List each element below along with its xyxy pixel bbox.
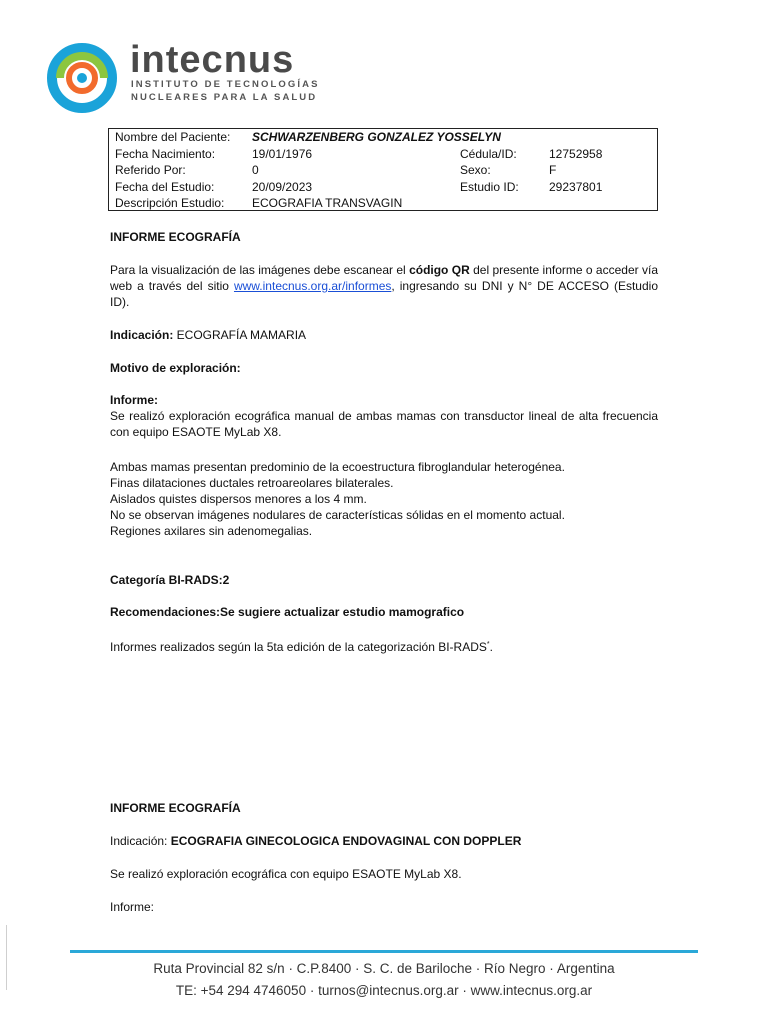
id-label: Cédula/ID: [460, 146, 517, 161]
finding-4: No se observan imágenes nodulares de características sólidas en el momento actual. [110, 508, 565, 522]
study-id-value: 29237801 [549, 179, 603, 194]
qr-text-2: del presente informe o acceder vía web a través del sitio [110, 263, 658, 293]
birth-label: Fecha Nacimiento: [115, 146, 216, 161]
intecnus-logo-icon [46, 42, 118, 114]
footer-address: Ruta Provincial 82 s/n · C.P.8400 · S. C. de Bariloche · Río Negro · Argentina [153, 961, 615, 976]
qr-code-label: código QR [409, 263, 470, 277]
note-asterisk: * [486, 641, 490, 648]
qr-text-1: Para la visualización de las imágenes debe escanear el [110, 263, 410, 277]
patient-info-table [108, 128, 658, 211]
finding-5: Regiones axilares sin adenomegalias. [110, 524, 313, 538]
description-label: Descripción Estudio: [115, 196, 225, 210]
study-date-label: Fecha del Estudio: [115, 179, 215, 194]
note-text: Informes realizados según la 5ta edición de la categorización BI-RADS [110, 640, 487, 654]
finding-3: Aislados quistes dispersos menores a los 4 mm. [110, 492, 367, 506]
informe-paragraph: Se realizó exploración ecográfica manual de ambas mamas con transductor lineal de alta frecuencia con equipo ESAOTE MyLab X8. [110, 409, 658, 439]
indication-value: ECOGRAFÍA MAMARIA [173, 328, 307, 342]
study-date-row [109, 179, 657, 196]
indication-value-2: ECOGRAFIA GINECOLOGICA ENDOVAGINAL CON DOPPLER [170, 834, 522, 848]
referred-value: 0 [252, 163, 259, 177]
footer-contact: TE: +54 294 4746050 · turnos@intecnus.org.ar · www.intecnus.org.ar [175, 983, 593, 998]
brand-line-1: INSTITUTO DE TECNOLOGÍAS [131, 79, 320, 90]
indication [110, 327, 658, 343]
motive-label: Motivo de exploración: [110, 361, 241, 375]
description-row [109, 195, 657, 212]
indication-2 [110, 833, 658, 849]
qr-text-3: , ingresando su DNI y N° DE ACCESO (Estudio ID). [110, 279, 658, 309]
informes-link[interactable]: www.intecnus.org.ar/informes [233, 279, 392, 293]
birads-note [110, 637, 658, 655]
name-value: SCHWARZENBERG GONZALEZ YOSSELYN [252, 130, 501, 144]
brand-subtitle [131, 78, 320, 104]
note-end: . [489, 640, 493, 654]
birth-value: 19/01/1976 [252, 146, 313, 161]
study-date-value: 20/09/2023 [252, 179, 313, 194]
informe-label-2: Informe: [110, 900, 155, 914]
name-label: Nombre del Paciente: [115, 130, 231, 144]
informe-label: Informe: [110, 393, 158, 407]
finding-2: Finas dilataciones ductales retroareolares bilaterales. [110, 476, 394, 490]
report2-paragraph: Se realizó exploración ecográfica con equipo ESAOTE MyLab X8. [110, 867, 462, 881]
referred-row [109, 162, 657, 179]
brand-line-2: NUCLEARES PARA LA SALUD [131, 92, 318, 103]
description-value: ECOGRAFIA TRANSVAGIN [252, 196, 403, 210]
brand-name: intecnus [130, 39, 295, 81]
study-id-label: Estudio ID: [460, 179, 519, 194]
margin-mark [6, 925, 7, 990]
birth-row [109, 146, 657, 163]
patient-name-row [109, 129, 657, 146]
footer-divider [70, 950, 698, 953]
report-title-2: INFORME ECOGRAFÍA [110, 801, 241, 815]
sex-label: Sexo: [460, 163, 491, 177]
finding-1: Ambas mamas presentan predominio de la ecoestructura fibroglandular heterogénea. [110, 460, 565, 474]
indication-label: Indicación: [110, 328, 174, 342]
referred-label: Referido Por: [115, 163, 186, 177]
birads-category: Categoría BI-RADS:2 [110, 573, 230, 587]
report-title: INFORME ECOGRAFÍA [110, 230, 241, 244]
indication-label-2: Indicación: [110, 834, 171, 848]
qr-instructions [110, 262, 658, 310]
sex-value: F [549, 163, 557, 177]
recommendations: Recomendaciones:Se sugiere actualizar estudio mamografico [110, 605, 465, 619]
id-value: 12752958 [549, 146, 603, 161]
